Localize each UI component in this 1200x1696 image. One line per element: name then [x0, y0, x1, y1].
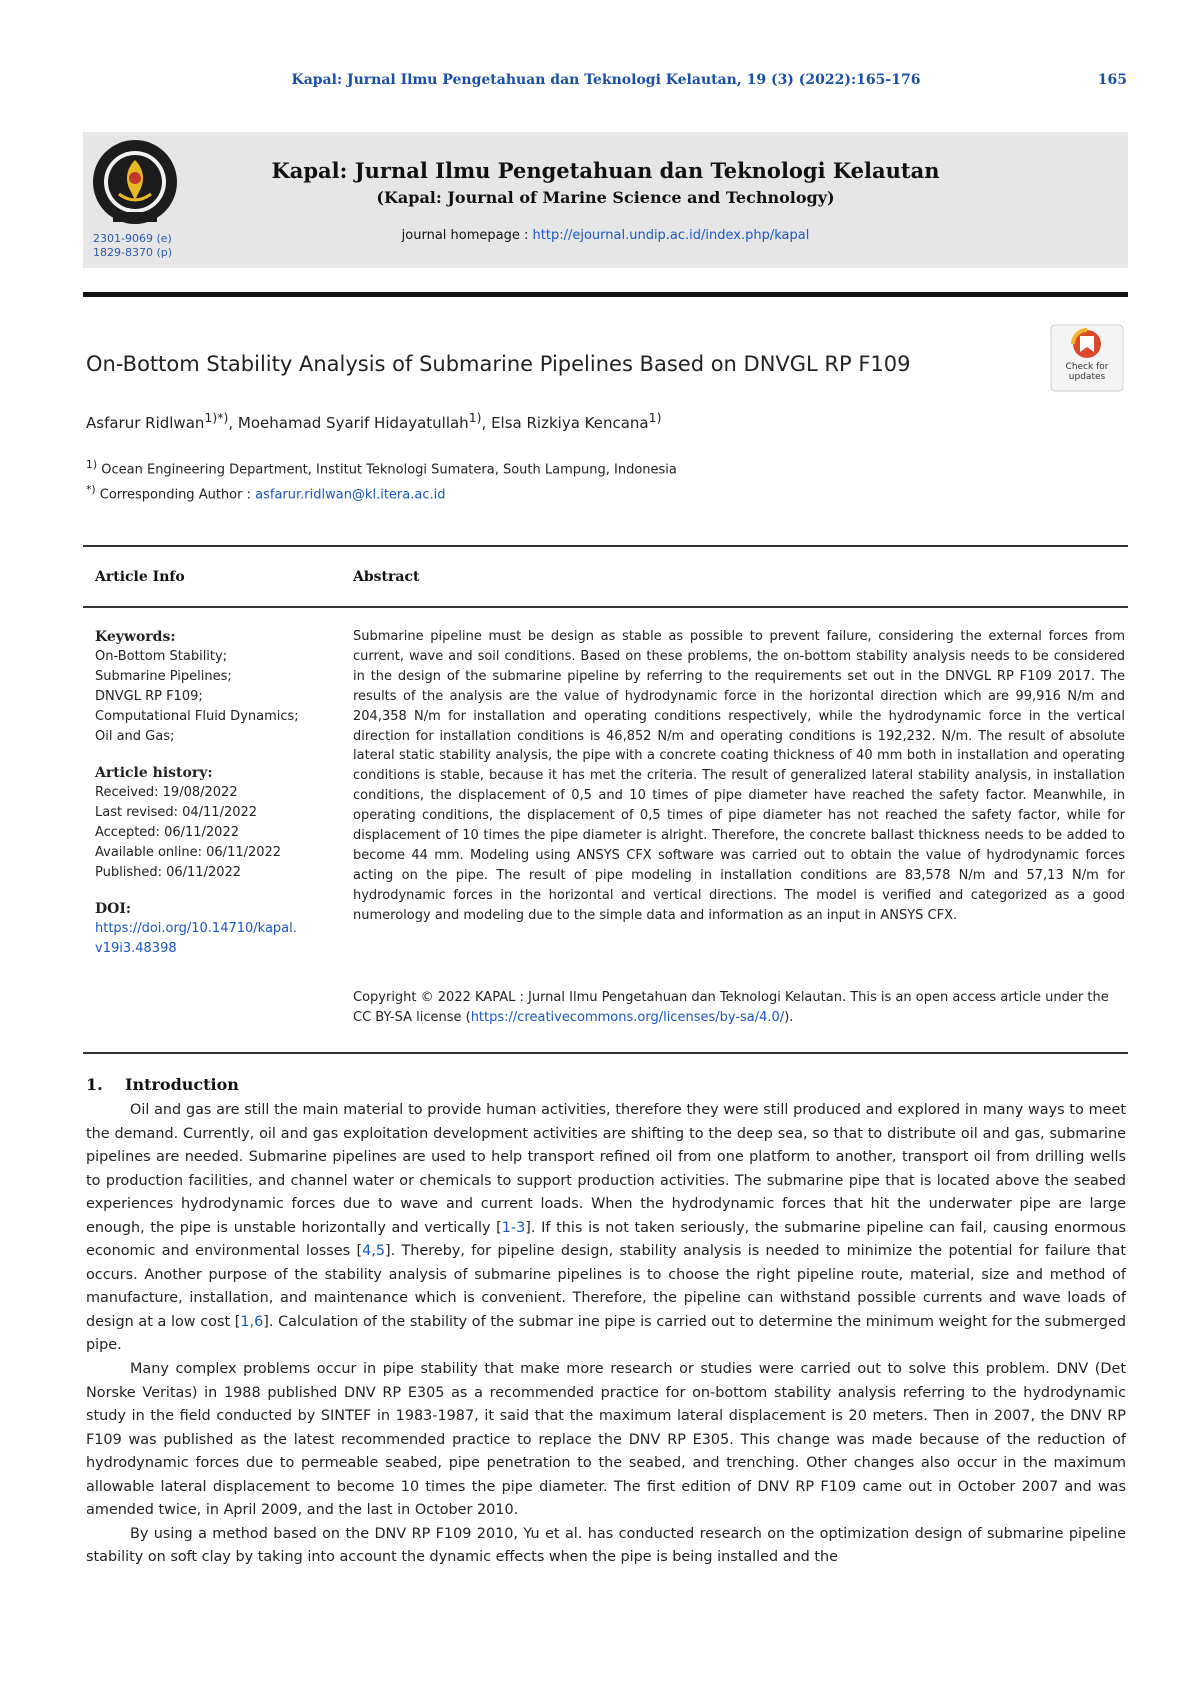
homepage-label: journal homepage :	[401, 228, 529, 243]
affiliations	[86, 455, 677, 506]
running-head	[85, 72, 1127, 96]
author-mark: 1)*)	[204, 410, 229, 425]
running-head-citation: Kapal: Jurnal Ilmu Pengetahuan dan Teknologi Kelautan, 19 (3) (2022):165-176	[291, 72, 921, 88]
paragraph: Many complex problems occur in pipe stability that make more research or studies were carried out to solve this problem. DNV (Det Norske Veritas) in 1988 published DNV RP E305 as a recommended practice for on-bottom stability analysis referring to the hydrodynamic study in the field conducted by SINTEF in 1983-1987, it said that the maximum lateral displacement is 20 meters. Then in 2007, the DNV RP F109 was published as the latest recommended practice to replace the DNV RP E305. This change was made because of the reduction of hydrodynamic forces due to permeable seabed, pipe penetration to the seabed, and trenching. Other changes also occur in the maximum allowable lateral displacement to become 10 times the pipe diameter. The first edition of DNV RP F109 came out in October 2007 and was amended twice, in April 2009, and the last in October 2010.	[86, 1361, 1126, 1519]
keyword-item: Computational Fluid Dynamics;	[95, 709, 299, 724]
paragraph: Oil and gas are still the main material to provide human activities, therefore they were still produced and explored in many ways to meet the demand. Currently, oil and gas exploitation development activities are shifting to the deep sea, so that to distribute oil and gas, submarine pipelines are needed. Submarine pipelines are used to help transport refined oil from one platform to another, transport oil from drilling wells to production facilities, and channel water or chemicals to support production activities. The submarine pipe that is located above the seabed experiences hydrodynamic forces due to wave and current loads. When the hydrodynamic forces that hit the underwater pipe are large enough, the pipe is unstable horizontally and vertically [1-3]. If this is not taken seriously, the submarine pipeline can fail, causing enormous economic and environmental losses [4,5]. Thereby, for pipeline design, stability analysis is needed to minimize the potential for failure that occurs. Another purpose of the stability analysis of submarine pipelines is to choose the right pipeline route, material, size and method of manufacture, installation, and maintenance which is convenient. Therefore, the pipeline can withstand possible currents and wave loads of design at a low cost [1,6]. Calculation of the stability of the submar ine pipe is carried out to determine the minimum weight for the submerged pipe.	[86, 1102, 1126, 1354]
section-heading-introduction: 1. Introduction	[86, 1075, 239, 1094]
doi-heading: DOI:	[95, 901, 132, 917]
author-mark: 1)	[648, 410, 662, 425]
history-item: Last revised: 04/11/2022	[95, 805, 258, 820]
abstract-header: Abstract	[353, 569, 420, 585]
citation-link[interactable]: 4,5	[362, 1243, 385, 1260]
keyword-item: Oil and Gas;	[95, 729, 175, 744]
journal-subtitle: (Kapal: Journal of Marine Science and Technology)	[376, 188, 835, 207]
article-history-heading: Article history:	[95, 765, 213, 781]
citation-link[interactable]: 1,6	[240, 1313, 264, 1330]
author-name: Elsa Rizkiya Kencana	[491, 414, 649, 432]
keyword-item: DNVGL RP F109;	[95, 689, 203, 704]
journal-title: Kapal: Jurnal Ilmu Pengetahuan dan Teknologi Kelautan	[271, 158, 940, 183]
article-title: On-Bottom Stability Analysis of Submarine Pipelines Based on DNVGL RP F109	[86, 352, 911, 376]
keyword-item: Submarine Pipelines;	[95, 669, 232, 684]
page-number: 165	[1097, 72, 1127, 88]
author-name: Asfarur Ridlwan	[86, 414, 205, 432]
citation-link[interactable]: 1-3	[501, 1219, 526, 1236]
info-mid-rule	[83, 606, 1128, 608]
history-item: Available online: 06/11/2022	[95, 845, 282, 860]
keyword-item: On-Bottom Stability;	[95, 649, 228, 664]
paragraph: By using a method based on the DNV RP F109 2010, Yu et al. has conducted research on the optimization design of submarine pipeline stability on soft clay by taking into account the dynamic effects when the pipe is being installed and the	[86, 1525, 1126, 1566]
corresponding-email-link[interactable]: asfarur.ridlwan@kl.itera.ac.id	[255, 487, 446, 503]
issn-print: 1829-8370 (p)	[93, 246, 173, 259]
history-item: Published: 06/11/2022	[95, 865, 242, 880]
journal-homepage	[83, 228, 1128, 243]
abstract-bottom-rule	[83, 1052, 1128, 1054]
info-top-rule	[83, 545, 1128, 547]
article-info-header: Article Info	[95, 569, 185, 585]
author-list: Asfarur Ridlwan$^{1)*)}$, Moehamad Syarif Hidayatullah$^{1)}$, Elsa Rizkiya Kencana$^{1)}$	[86, 410, 662, 432]
author-mark: 1)	[468, 410, 482, 425]
header-divider	[83, 292, 1128, 297]
abstract-text: Submarine pipeline must be design as stable as possible to prevent failure, considering the external forces from current, wave and soil conditions. Based on these problems, the on-bottom stability analysis needs to be considered in the design of the submarine pipeline by referring to the requirements set out in the DNVGL RP F109 2017. The results of the analysis are the value of hydrodynamic force in the horizontal direction which are 99,916 N/m and 204,358 N/m for installation and operating conditions respectively, while the hydrodynamic force in the vertical direction for installation conditions is 46,852 N/m and operating conditions is 192,232. N/m. The result of absolute lateral static stability analysis, the pipe with a concrete coating thickness of 40 mm both in installation and operating conditions is stable, because it has met the criteria. The result of generalized lateral stability analysis, in installation conditions, the displacement of 0,5 and 10 times of pipe diameter have reached the safety factor. Meanwhile, in operating conditions, the displacement of 0,5 times of pipe diameter has not reached the safety factor, while for displacement of 10 times the pipe diameter is alright. Therefore, the concrete ballast thickness needs to be added to become 44 mm. Modeling using ANSYS CFX software was carried out to obtain the value of hydrodynamic forces acting on the pipe. The result of pipe modeling in installation conditions are 83,578 N/m and 57,13 N/m for hydrodynamic forces in the horizontal and vertical directions. The model is verified and categorized as a good numerology and modeling due to the simple data and information as an input in ANSYS CFX.	[353, 629, 1125, 923]
affiliation-line: $^{1)}$ Ocean Engineering Department, Institut Teknologi Sumatera, South Lampung, Indonesia	[86, 458, 677, 478]
doi-link-line2[interactable]: v19i3.48398	[95, 941, 177, 956]
history-item: Received: 19/08/2022	[95, 785, 238, 800]
author-name: Moehamad Syarif Hidayatullah	[237, 414, 469, 432]
journal-banner	[83, 132, 1128, 268]
article-info-column	[95, 627, 345, 959]
keywords-heading: Keywords:	[95, 629, 176, 645]
issn-electronic: 2301-9069 (e)	[93, 232, 172, 245]
homepage-link[interactable]: http://ejournal.undip.ac.id/index.php/kapal	[532, 228, 810, 243]
corresponding-author-line: *) Corresponding Author : asfarur.ridlwan@kl.itera.ac.id	[86, 483, 446, 503]
license-link[interactable]: https://creativecommons.org/licenses/by-sa/4.0/	[470, 1010, 785, 1025]
doi-link-line1[interactable]: https://doi.org/10.14710/kapal.	[95, 921, 297, 936]
history-item: Accepted: 06/11/2022	[95, 825, 239, 840]
check-for-updates-label: Check for updates	[1065, 362, 1109, 382]
introduction-body	[86, 1099, 1126, 1570]
copyright-notice: Copyright © 2022 KAPAL : Jurnal Ilmu Pengetahuan dan Teknologi Kelautan. This is an open access article under the CC BY-SA license (https://creativecommons.org/licenses/by-sa/4.0/).	[353, 990, 1109, 1025]
